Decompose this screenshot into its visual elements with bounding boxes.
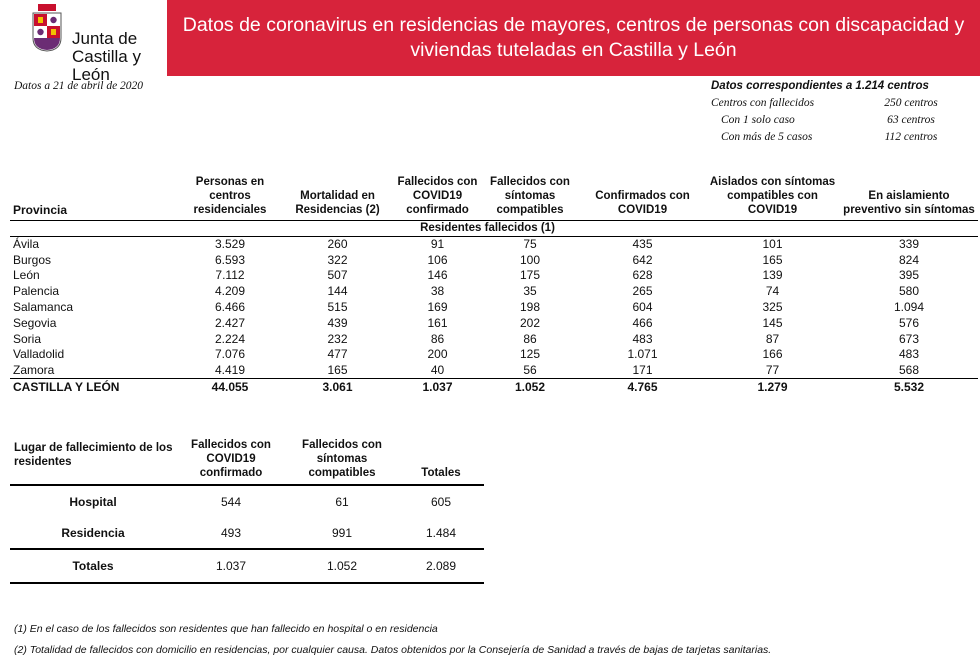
table-cell: 75 xyxy=(523,237,537,252)
table-cell: 4.419 xyxy=(214,363,246,378)
row-label: CASTILLA Y LEÓN xyxy=(10,378,180,395)
row-label: Totales xyxy=(10,549,176,583)
table-row xyxy=(10,485,484,517)
total-row xyxy=(10,378,978,395)
table-cell: 198 xyxy=(519,300,541,315)
table-cell: 139 xyxy=(762,268,783,283)
column-header: Confirmados con COVID19 xyxy=(580,170,705,220)
table-cell: 1.052 xyxy=(480,378,580,395)
table-cell: 604 xyxy=(632,300,653,315)
summary-label: Con 1 solo caso xyxy=(721,113,795,126)
summary-value: 250 centros xyxy=(884,96,938,109)
summary-row xyxy=(711,128,971,145)
centers-summary xyxy=(711,80,971,145)
column-header: Provincia xyxy=(10,170,180,220)
table-cell: 146 xyxy=(427,268,448,283)
table-cell: 6.593 xyxy=(214,252,246,267)
table-cell: 395 xyxy=(898,268,920,283)
table-cell: 493 xyxy=(220,525,242,540)
column-header: Fallecidos con síntomas compatibles xyxy=(480,170,580,220)
footnote-2: (2) Totalidad de fallecidos con domicilio en residencias, por cualquier causa. Datos obtenidos por la Consejería de Sanidad a través de bajas de tarjetas sanitarias. xyxy=(14,644,772,656)
table-cell: 4.765 xyxy=(580,378,705,395)
table-cell: 322 xyxy=(327,252,348,267)
table-cell: 568 xyxy=(898,363,920,378)
table-cell: 145 xyxy=(762,315,783,330)
table-cell: 5.532 xyxy=(840,378,978,395)
table-cell: 1.071 xyxy=(627,347,658,362)
table-cell: 4.209 xyxy=(214,284,246,299)
column-header: Fallecidos con síntomas compatibles xyxy=(286,433,398,485)
summary-row xyxy=(711,111,971,128)
table-cell: 165 xyxy=(327,363,348,378)
table-cell: 7.112 xyxy=(215,268,245,283)
table-cell: 3.061 xyxy=(280,378,395,395)
table-cell: 87 xyxy=(765,331,780,346)
title-banner xyxy=(167,0,980,76)
table-row xyxy=(10,347,978,363)
logo-line2: Castilla y León xyxy=(72,47,141,84)
row-label: Burgos xyxy=(13,252,52,267)
table-cell: 77 xyxy=(765,363,780,378)
table-cell: 38 xyxy=(430,284,445,299)
table-cell: 74 xyxy=(765,284,780,299)
total-row xyxy=(10,549,484,583)
table-cell: 101 xyxy=(762,237,783,252)
death-place-table xyxy=(10,433,484,584)
table-cell: 7.076 xyxy=(214,347,246,362)
table-cell: 44.055 xyxy=(180,378,280,395)
table-cell: 507 xyxy=(327,268,348,283)
table-cell: 2.089 xyxy=(398,549,484,583)
province-table xyxy=(10,170,978,395)
summary-label: Centros con fallecidos xyxy=(711,96,815,109)
table-row xyxy=(10,362,978,378)
column-header: Aislados con síntomas compatibles con COVID19 xyxy=(705,170,840,220)
row-label: Ávila xyxy=(13,237,40,252)
table-cell: 435 xyxy=(632,237,653,252)
column-header: Fallecidos con COVID19 confirmado xyxy=(395,170,480,220)
table-row xyxy=(10,283,978,299)
table-cell: 91 xyxy=(430,237,445,252)
footnote-1: (1) En el caso de los fallecidos son residentes que han fallecido en hospital o en residencia xyxy=(14,623,438,635)
table-cell: 6.466 xyxy=(214,300,246,315)
table-cell: 265 xyxy=(632,284,653,299)
table-cell: 100 xyxy=(519,252,541,267)
table-cell: 515 xyxy=(327,300,348,315)
table-cell: 35 xyxy=(523,284,537,299)
summary-value: 112 centros xyxy=(884,130,938,143)
table-cell: 175 xyxy=(519,268,541,283)
table-cell: 580 xyxy=(898,284,920,299)
table-cell: 1.037 xyxy=(395,378,480,395)
table-cell: 824 xyxy=(898,252,920,267)
table-cell: 3.529 xyxy=(214,237,246,252)
column-header: Mortalidad en Residencias (2) xyxy=(280,170,395,220)
logo-line1: Junta de xyxy=(72,29,138,48)
table-cell: 260 xyxy=(327,237,348,252)
table-cell: 1.279 xyxy=(705,378,840,395)
logo-wordmark xyxy=(72,30,160,84)
table-cell: 161 xyxy=(427,315,448,330)
summary-row xyxy=(711,94,971,111)
table-subheader-row xyxy=(10,220,978,236)
table-cell: 2.224 xyxy=(214,331,246,346)
table-row xyxy=(10,252,978,268)
table-cell: 466 xyxy=(632,315,653,330)
summary-heading: Datos correspondientes a 1.214 centros xyxy=(711,80,929,92)
column-header: Personas en centros residenciales xyxy=(180,170,280,220)
table-cell: 477 xyxy=(327,347,348,362)
table-cell: 86 xyxy=(430,331,445,346)
table-cell: 325 xyxy=(762,300,783,315)
table-cell: 200 xyxy=(427,347,448,362)
table-cell: 1.052 xyxy=(286,549,398,583)
table-cell: 483 xyxy=(898,347,920,362)
table-row xyxy=(10,299,978,315)
table-cell: 628 xyxy=(632,268,653,283)
row-label: Hospital xyxy=(69,494,117,509)
row-label: Zamora xyxy=(13,363,55,378)
table-cell: 165 xyxy=(762,252,783,267)
junta-logo xyxy=(30,4,160,84)
table-cell: 2.427 xyxy=(214,315,246,330)
table-cell: 1.037 xyxy=(176,549,286,583)
table-cell: 339 xyxy=(898,237,920,252)
table-cell: 40 xyxy=(430,363,445,378)
date-line: Datos a 21 de abril de 2020 xyxy=(14,80,144,92)
table-cell: 166 xyxy=(762,347,783,362)
table-cell: 202 xyxy=(519,315,541,330)
table-cell: 106 xyxy=(427,252,448,267)
table-row xyxy=(10,315,978,331)
column-header: Lugar de fallecimiento de los residentes xyxy=(10,433,176,485)
table-cell: 439 xyxy=(327,315,348,330)
table-header-row xyxy=(10,170,978,220)
table-row xyxy=(10,517,484,549)
column-header: En aislamiento preventivo sin síntomas xyxy=(840,170,978,220)
table-cell: 483 xyxy=(632,331,653,346)
row-label: Palencia xyxy=(13,284,60,299)
table-cell: 544 xyxy=(220,494,242,509)
table-cell: 605 xyxy=(430,494,452,509)
group-subheader: Residentes fallecidos (1) xyxy=(395,220,580,236)
table-cell: 56 xyxy=(523,363,537,378)
table-cell: 1.094 xyxy=(893,300,925,315)
column-header: Fallecidos con COVID19 confirmado xyxy=(176,433,286,485)
row-label: León xyxy=(13,268,40,283)
table-cell: 1.484 xyxy=(425,525,457,540)
table-cell: 576 xyxy=(898,315,920,330)
row-label: Soria xyxy=(13,331,42,346)
table-cell: 171 xyxy=(632,363,653,378)
row-label: Valladolid xyxy=(13,347,65,362)
table-cell: 169 xyxy=(427,300,448,315)
table-row xyxy=(10,236,978,252)
table-cell: 991 xyxy=(331,525,353,540)
table-row xyxy=(10,268,978,284)
column-header: Totales xyxy=(398,433,484,485)
table-header-row xyxy=(10,433,484,485)
table-row xyxy=(10,331,978,347)
summary-label: Con más de 5 casos xyxy=(721,130,813,143)
row-label: Segovia xyxy=(13,315,57,330)
table-cell: 86 xyxy=(523,331,537,346)
table-cell: 673 xyxy=(898,331,920,346)
row-label: Residencia xyxy=(61,525,125,540)
table-cell: 642 xyxy=(632,252,653,267)
row-label: Salamanca xyxy=(13,300,74,315)
table-cell: 232 xyxy=(327,331,348,346)
coat-of-arms-icon xyxy=(30,4,64,52)
table-cell: 61 xyxy=(335,494,349,509)
table-cell: 125 xyxy=(519,347,541,362)
table-cell: 144 xyxy=(327,284,348,299)
page-title: Datos de coronavirus en residencias de mayores, centros de personas con discapacidad y viviendas tuteladas en Castilla y León xyxy=(182,14,965,61)
summary-value: 63 centros xyxy=(887,113,935,126)
